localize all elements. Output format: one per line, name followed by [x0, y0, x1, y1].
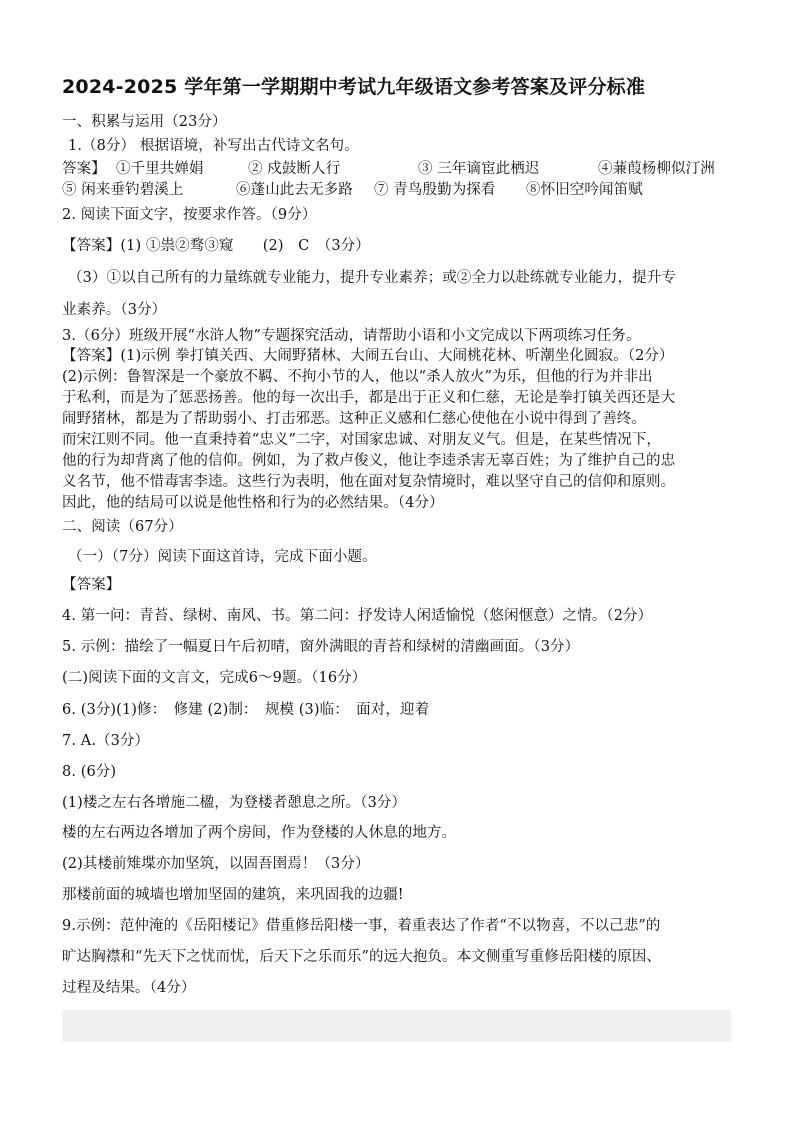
- document-title: 2024-2025 学年第一学期期中考试九年级语文参考答案及评分标准: [62, 76, 646, 98]
- q1-answer-7: ⑦ 青鸟殷勤为探看: [374, 182, 496, 198]
- q1-answers-row2: [62, 180, 742, 200]
- q9-answer-line1: 9.示例：范仲淹的《岳阳楼记》借重修岳阳楼一事，着重表达了作者“不以物喜，不以己悲”的: [62, 918, 661, 934]
- q8-translation2: 那楼前面的城墙也增加坚固的建筑，来巩固我的边疆!: [62, 887, 404, 903]
- q3-answer-line: 于私利，而是为了惩恶扬善。他的每一次出手，都是出于正义和仁慈，无论是拳打镇关西还是大: [62, 390, 676, 406]
- section-heading-reading: 二、阅读（67分）: [62, 519, 183, 535]
- q1-answer-4: ④蒹葭杨柳似汀洲: [598, 161, 715, 177]
- q5-answer: 5. 示例：描绘了一幅夏日午后初晴，窗外满眼的青苔和绿树的清幽画面。（3分）: [62, 639, 580, 655]
- q7-answer: 7. A.（3分）: [62, 733, 150, 749]
- q1-answer-3: ③ 三年谪宦此栖迟: [418, 161, 540, 177]
- reading-part1-prompt: （一）（7分）阅读下面这首诗，完成下面小题。: [68, 549, 377, 565]
- reading-answer-label: 【答案】: [62, 577, 121, 593]
- q3-answer-line: 而宋江则不同。他一直秉持着“忠义”二字，对国家忠诚、对朋友义气。但是，在某些情况下，: [62, 432, 662, 448]
- q1-answer-label: 答案】: [62, 161, 106, 177]
- q1-answer-2: ② 戍鼓断人行: [248, 161, 341, 177]
- q8-translation1: 楼的左右两边各增加了两个房间，作为登楼的人休息的地方。: [62, 825, 457, 841]
- q1-answers-row1: [62, 159, 742, 179]
- q8-sentence1: (1)楼之左右各增施二楹，为登楼者憩息之所。（3分）: [62, 795, 407, 811]
- q1-answer-1: ①千里共婵娟: [116, 161, 204, 177]
- q6-answer: 6. (3分)(1)修： 修建 (2)制： 规模 (3)临： 面对，迎着: [62, 702, 430, 718]
- q9-answer-line3: 过程及结果。（4分）: [62, 980, 196, 996]
- q2-answer-part3-line1: （3）①以自己所有的力量练就专业能力，提升专业素养；或②全力以赴练就专业能力，提升专: [68, 270, 676, 286]
- q3-answer-line: 闹野猪林，都是为了帮助弱小、打击邪恶。这种正义感和仁慈心使他在小说中得到了善终。: [62, 411, 646, 427]
- q3-answer-line: 【答案】(1)示例 拳打镇关西、大闹野猪林、大闹五台山、大闹桃花林、听潮坐化圆寂。（2分）: [62, 348, 674, 364]
- q1-answer-5: ⑤ 闲来垂钓碧溪上: [62, 182, 184, 198]
- q2-answer-part3-line2: 业素养。（3分）: [62, 302, 167, 318]
- q1-answer-6: ⑥蓬山此去无多路: [236, 182, 353, 198]
- footer-gray-bar: [62, 1010, 731, 1042]
- q3-prompt: 3.（6分）班级开展“水浒人物”专题探究活动，请帮助小语和小文完成以下两项练习任务。: [62, 328, 641, 344]
- q8-heading: 8. (6分): [62, 764, 117, 780]
- q2-answer-part1: 【答案】(1) ①祟②骛③窥 (2) C （3分）: [62, 238, 370, 254]
- reading-part2-prompt: (二)阅读下面的文言文，完成6～9题。（16分）: [62, 670, 367, 686]
- q3-answer-line: 因此，他的结局可以说是他性格和行为的必然结果。（4分）: [62, 495, 444, 511]
- q3-answer-line: 义名节，他不惜毒害李逵。这些行为表明，他在面对复杂情境时，难以坚守自己的信仰和原则。: [62, 474, 676, 490]
- q8-sentence2: (2)其楼前雉堞亦加坚筑，以固吾圉焉！（3分）: [62, 856, 370, 872]
- q1-answer-8: ⑧怀旧空吟闻笛赋: [526, 182, 643, 198]
- q3-answer-line: 他的行为却背离了他的信仰。例如，为了救卢俊义，他让李逵杀害无辜百姓；为了维护自己的忠: [62, 453, 676, 469]
- q2-prompt: 2. 阅读下面文字，按要求作答。（9分）: [62, 207, 317, 223]
- q1-prompt: 1.（8分） 根据语境，补写出古代诗文名句。: [68, 138, 359, 154]
- section-heading-accumulation: 一、积累与运用（23分）: [62, 114, 227, 130]
- q9-answer-line2: 旷达胸襟和“先天下之忧而忧，后天下之乐而乐”的远大抱负。本文侧重写重修岳阳楼的原因、: [62, 949, 662, 965]
- q3-answer-line: (2)示例：鲁智深是一个豪放不羁、不拘小节的人，他以“杀人放火”为乐，但他的行为并非出: [62, 369, 653, 385]
- q4-answer: 4. 第一问：青苔、绿树、南风、书。第二问：抒发诗人闲适愉悦（悠闲惬意）之情。（2分）: [62, 608, 653, 624]
